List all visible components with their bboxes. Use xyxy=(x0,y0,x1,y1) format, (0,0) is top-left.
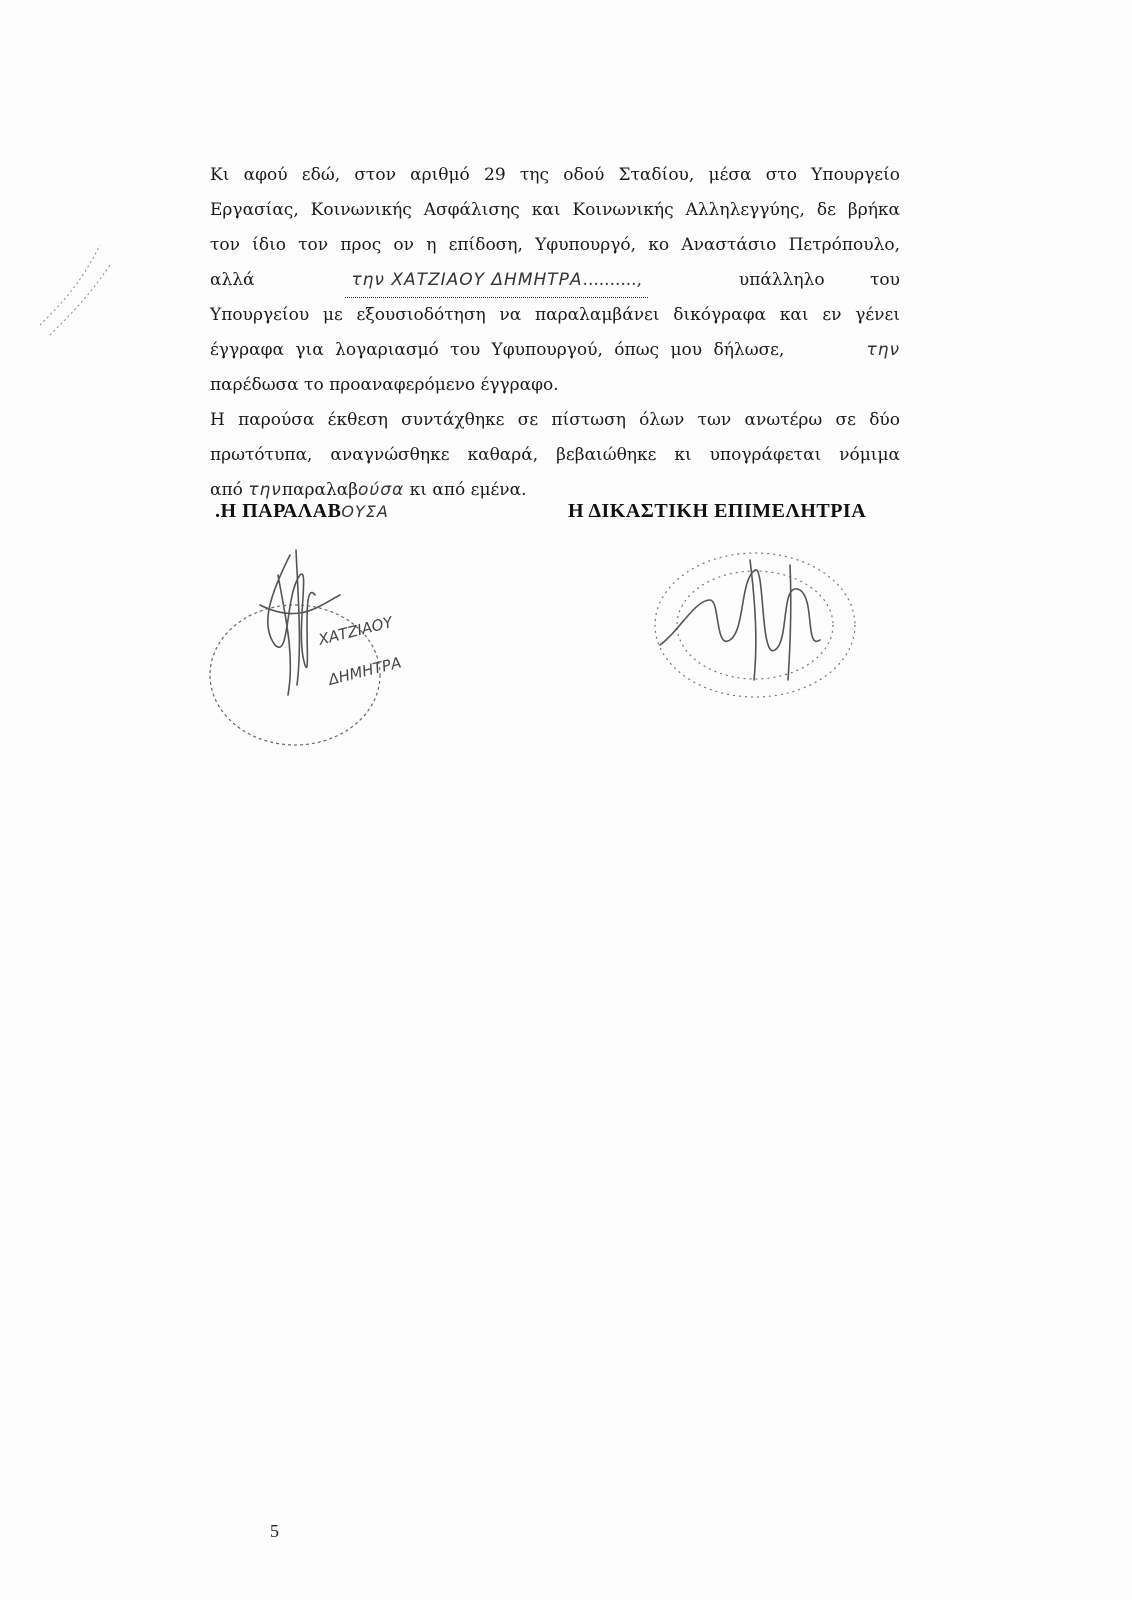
handwritten-article: την xyxy=(866,340,900,360)
body-text: από xyxy=(210,480,243,500)
handwritten-recipient-signature-name: ΧΑΤΖΙΑΟΥ xyxy=(316,613,395,649)
fill-in-field xyxy=(345,263,648,298)
body-line: πρωτότυπα, αναγνώσθηκε καθαρά, βεβαιώθηκε κι υπογράφεται νόμιμα xyxy=(210,445,900,465)
recipient-label-prefix: .Η xyxy=(215,500,237,522)
recipient-label-main: ΠΑΡΑΛΑΒ xyxy=(242,500,342,522)
body-line: Η παρούσα έκθεση συντάχθηκε σε πίστωση όλων των ανωτέρω σε δύο xyxy=(210,410,900,430)
body-line: Εργασίας, Κοινωνικής Ασφάλισης και Κοινωνικής Αλληλεγγύης, δε βρήκα xyxy=(210,200,900,220)
body-line: τον ίδιο τον προς ον η επίδοση, Υφυπουργό, κο Αναστάσιο Πετρόπουλο, xyxy=(210,235,900,255)
page-number: 5 xyxy=(270,1521,279,1541)
body-text: παραλαβ xyxy=(281,480,359,500)
svg-text:ΔΗΜΗΤΡΑ: ΔΗΜΗΤΡΑ xyxy=(326,653,403,689)
bailiff-signature-label: Η ΔΙΚΑΣΤΙΚΗ ΕΠΙΜΕΛΗΤΡΙΑ xyxy=(568,500,867,522)
body-line: Κι αφού εδώ, στον αριθμό 29 της οδού Σταδίου, μέσα στο Υπουργείο xyxy=(210,165,900,185)
handwritten-suffix: ούσα xyxy=(358,480,405,500)
recipient-signature-label xyxy=(215,500,389,523)
body-text: αλλά xyxy=(210,270,255,290)
body-line xyxy=(210,333,900,368)
handwritten-recipient-name: την ΧΑΤΖΙΑΟΥ ΔΗΜΗΤΡΑ xyxy=(351,270,583,290)
body-text: υπάλληλο του xyxy=(738,270,900,290)
bailiff-signature-stamp xyxy=(640,540,870,710)
body-text: κι από εμένα. xyxy=(409,480,527,500)
body-text: έγγραφα για λογαριασμό του Υφυπουργού, όπως μου δήλωσε, xyxy=(210,340,785,360)
recipient-signature xyxy=(200,535,460,765)
body-line-with-fill-in xyxy=(210,263,900,298)
scan-artifact xyxy=(30,225,120,345)
dotted-fill: .........., xyxy=(582,270,642,290)
document-body xyxy=(210,158,900,508)
body-line: παρέδωσα το προαναφερόμενο έγγραφο. xyxy=(210,375,559,395)
recipient-label-handwritten: ΟΥΣΑ xyxy=(341,502,389,521)
handwritten-article: την xyxy=(248,480,282,500)
body-line: Υπουργείου με εξουσιοδότηση να παραλαμβάνει δικόγραφα και εν γένει xyxy=(210,305,900,325)
